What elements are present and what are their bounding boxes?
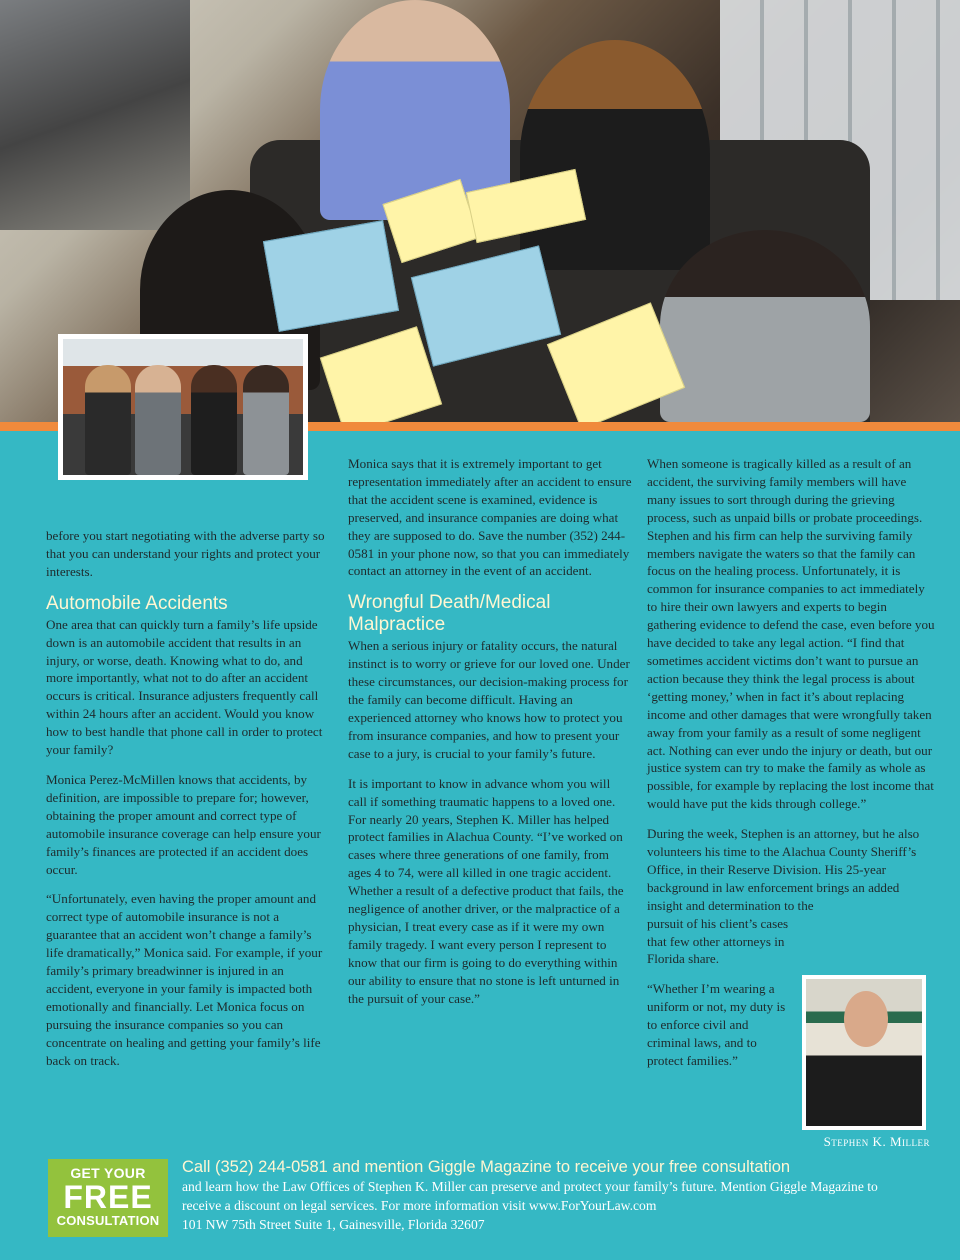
team-member: [191, 365, 237, 475]
attorney-figure: [320, 0, 510, 220]
team-member: [243, 365, 289, 475]
team-member: [85, 365, 131, 475]
paragraph: before you start negotiating with the adverse party so that you can understand your rights and protect your interests.: [46, 528, 325, 579]
paragraph: When someone is tragically killed as a result of an accident, the surviving family members will have many issues to sort through during the grieving process, such as unpaid bills or probate proceedings. Stephen and his firm can help the surviving family members navigate the waters so that the family can focus on the healing process. Unfortunately, it is common for insurance companies to act immediately to hire their own lawyers and experts to begin gathering evidence to defend the case, even before you have decided to take any legal action. “I find that sometimes accident victims don’t want to pursue an action because they think the legal process is about ‘getting money,’ when in fact it’s about replacing income and other damages that were wrongfully taken away from your family as a result of some negligent act. Nothing can ever undo the injury or death, but our justice system can try to make the family as whole as possible, for example by replacing the lost income that would have put the kids through college.”: [647, 456, 935, 812]
team-photo: [58, 334, 308, 480]
section-heading: Automobile Accidents: [46, 592, 228, 614]
attorney-figure: [520, 40, 710, 270]
free-consultation-badge: [48, 1159, 168, 1237]
paragraph: During the week, Stephen is an attorney, but he also volunteers his time to the Alachua County Sheriff’s Office, in their Reserve Division. His 25-year background in law enforcement brings an added insight and determination to the: [647, 826, 920, 913]
paragraph: Monica Perez-McMillen knows that accidents, by definition, are impossible to prepare for; however, obtaining the proper amount and correct type of automobile insurance coverage can help ensure your family’s finances are protected if an accident does occur.: [46, 771, 321, 877]
portrait-face: [844, 991, 888, 1047]
accident-photo: [0, 0, 190, 230]
section-heading: Wrongful Death/Medical Malpractice: [348, 592, 551, 636]
quote: “Whether I’m wearing a uniform or not, my duty is to enforce civil and criminal laws, and to protect families.”: [647, 981, 786, 1068]
call-to-action: [182, 1158, 882, 1234]
paragraph: “Unfortunately, even having the proper amount and correct type of automobile insurance is not a guarantee that an accident won’t change a family’s life dramatically,” Monica said. For example, if your family’s primary breadwinner is injured in an accident, everyone in your family is impacted both emotionally and financially. Let Monica focus on pursuing the insurance companies so you can concentrate on healing and getting your family’s life back on track.: [46, 891, 323, 1068]
badge-line: CONSULTATION: [56, 1213, 160, 1228]
column-2: [348, 455, 632, 1019]
attorney-figure: [660, 230, 870, 422]
paragraph: Monica says that it is extremely important to get representation immediately after an accident to ensure that the accident scene is examined, evidence is preserved, and insurance companies are doing what they are supposed to do. Save the number (352) 244-0581 in your phone now, so that you can immediately contact an attorney in the event of an accident.: [348, 456, 632, 579]
badge-line: GET YOUR: [70, 1165, 146, 1181]
paragraph: It is important to know in advance whom you will call if something traumatic happens to a loved one. For nearly 20 years, Stephen K. Miller has helped protect families in Alachua County. “I’ve worked on cases where three generations of one family, from ages 4 to 74, were all killed in one tragic accident. Whether a result of a defective product that fails, the negligence of another driver, or the malpractice of a physician, I treat every case as if it were my own family tragedy. I want every person I represent to know that our firm is going to do everything within our ability to ensure that no stone is left unturned in the pursuit of your case.”: [348, 775, 624, 1006]
photo-caption: Stephen K. Miller: [823, 1134, 930, 1149]
badge-line: FREE: [63, 1179, 153, 1215]
paragraph: When a serious injury or fatality occurs, the natural instinct is to worry or grieve for our loved one. Under these circumstances, our decision-making process for the family can become difficult. Having an experienced attorney who knows how to protect you from insurance companies, and how to present your case to a jury, is crucial to your family’s future.: [348, 638, 630, 761]
address: 101 NW 75th Street Suite 1, Gainesville, Florida 32607: [182, 1217, 485, 1232]
team-member: [135, 365, 181, 475]
portrait-photo: [802, 975, 926, 1130]
paragraph: pursuit of his client’s cases that few other attorneys in Florida share.: [647, 915, 789, 967]
column-1: [46, 527, 328, 1081]
cta-body: and learn how the Law Offices of Stephen K. Miller can preserve and protect your family’s future. Mention Giggle Magazine to receive a discount on legal services. For more information visit www.ForYourLaw.com: [182, 1179, 878, 1213]
paragraph: One area that can quickly turn a family’s life upside down is an automobile accident that results in an injury, or worse, death. Knowing what to do, and more importantly, what not to do after an accident occurs is critical. Insurance adjusters frequently call within 24 hours after an accident. Would you know how to best handle that phone call in order to protect your family?: [46, 616, 323, 758]
cta-headline: Call (352) 244-0581 and mention Giggle Magazine to receive your free consultation: [182, 1158, 791, 1176]
